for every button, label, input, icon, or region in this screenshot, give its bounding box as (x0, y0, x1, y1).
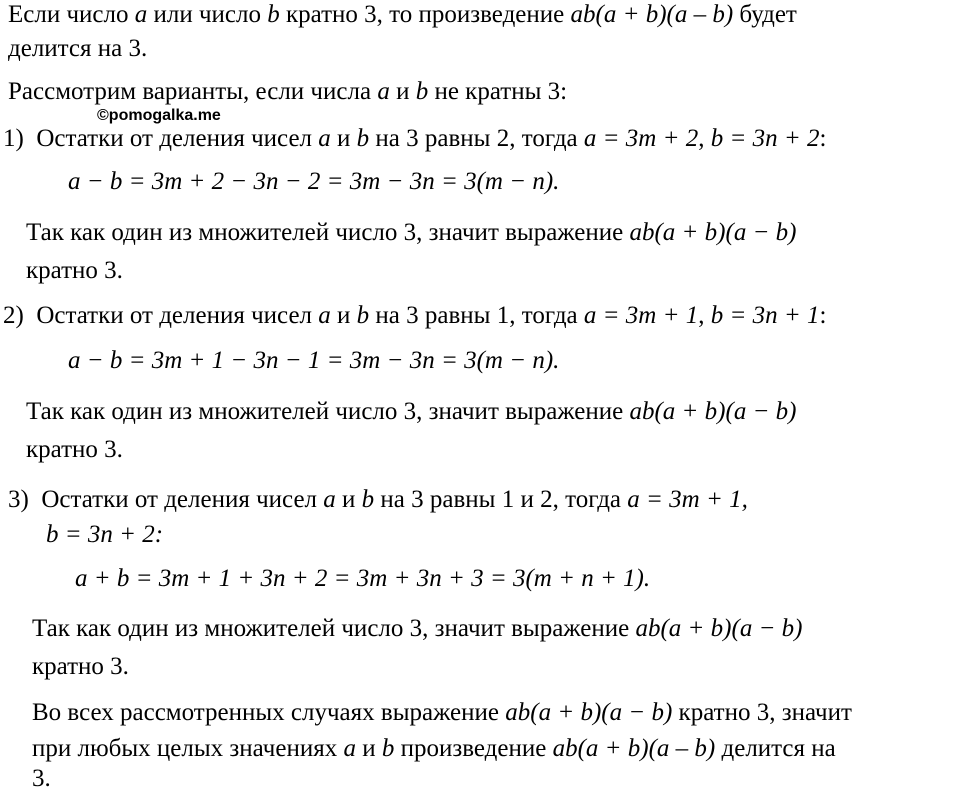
case-3-condition-b: b = 3n + 2: (46, 521, 164, 548)
text: на 3 равны 2, тогда (369, 125, 584, 152)
text: и (335, 486, 362, 513)
text: при любых целых значениях (32, 735, 344, 762)
text: произведение (394, 735, 553, 762)
text: Рассмотрим варианты, если числа (8, 78, 378, 105)
text: , (698, 125, 711, 152)
var-a: a (318, 302, 331, 329)
text: : (819, 125, 827, 152)
text: на 3 равны 1, тогда (369, 302, 584, 329)
text: и (389, 78, 416, 105)
case-2-header (3, 301, 826, 331)
case-1-formula: a − b = 3m + 2 − 3n − 2 = 3m − 3n = 3(m − n). (68, 168, 560, 195)
conclusion-line-2 (32, 734, 836, 764)
text: на 3 равны 1 и 2, тогда (374, 486, 628, 513)
intro-line-2: делится на 3. (8, 35, 148, 62)
case-2-because (26, 397, 797, 427)
text: Если число (8, 1, 135, 28)
text: или число (147, 1, 268, 28)
text: кратно 3, значит (672, 699, 852, 726)
condition-a: a = 3m + 1 (583, 302, 699, 329)
var-b: b (415, 78, 429, 105)
case-1-header (3, 124, 826, 154)
text: делится на (715, 735, 836, 762)
text: и (355, 735, 382, 762)
product-expression: ab(a + b)(a − b) (505, 699, 673, 726)
condition-a: a = 3m + 1, (627, 486, 748, 513)
text: Остатки от деления чисел (41, 486, 324, 513)
var-b: b (381, 735, 395, 762)
text: Так как один из множителей число 3, значит выражение (32, 615, 636, 642)
condition-a: a = 3m + 2 (583, 125, 699, 152)
text: и (330, 125, 357, 152)
text: , (698, 302, 711, 329)
case-3-formula: a + b = 3m + 1 + 3n + 2 = 3m + 3n + 3 = 3(m + n + 1). (75, 565, 651, 592)
case-number: 2) (3, 302, 24, 329)
case-number: 1) (3, 125, 24, 152)
var-b: b (356, 125, 370, 152)
text: : (819, 302, 827, 329)
product-expression: ab(a + b)(a − b) (629, 398, 797, 425)
var-a: a (377, 78, 390, 105)
product-expression: ab(a + b)(a – b) (552, 735, 716, 762)
case-3-because-end: кратно 3. (32, 653, 129, 680)
text: будет (733, 1, 797, 28)
intro-line-3 (8, 77, 567, 107)
product-expression: ab(a + b)(a − b) (629, 219, 797, 246)
var-a: a (343, 735, 356, 762)
var-a: a (134, 1, 148, 28)
text: Остатки от деления чисел (36, 125, 319, 152)
var-b: b (356, 302, 370, 329)
condition-b: b = 3n + 2 (710, 125, 820, 152)
text: кратно 3, то произведение (279, 1, 571, 28)
conclusion-line-1 (32, 698, 852, 728)
case-3-because (32, 614, 803, 644)
watermark: ©pomogalka.me (97, 107, 221, 124)
case-3-header (8, 485, 748, 515)
text: Так как один из множителей число 3, значит выражение (26, 398, 630, 425)
text: и (330, 302, 357, 329)
intro-line-1 (8, 0, 797, 30)
text: не кратны 3: (428, 78, 568, 105)
case-1-because (26, 218, 797, 248)
var-a: a (318, 125, 331, 152)
conclusion-line-3: 3. (32, 765, 51, 792)
var-b: b (361, 486, 375, 513)
case-1-because-end: кратно 3. (26, 257, 123, 284)
var-b: b (267, 1, 280, 28)
product-expression: ab(a + b)(a − b) (635, 615, 803, 642)
var-a: a (323, 486, 336, 513)
product-expression: ab(a + b)(a – b) (570, 1, 734, 28)
case-2-because-end: кратно 3. (26, 436, 123, 463)
text: Так как один из множителей число 3, значит выражение (26, 219, 630, 246)
condition-b: b = 3n + 1 (710, 302, 820, 329)
text: Во всех рассмотренных случаях выражение (32, 699, 506, 726)
case-number: 3) (8, 486, 29, 513)
text: Остатки от деления чисел (36, 302, 319, 329)
case-2-formula: a − b = 3m + 1 − 3n − 1 = 3m − 3n = 3(m − n). (68, 347, 560, 374)
